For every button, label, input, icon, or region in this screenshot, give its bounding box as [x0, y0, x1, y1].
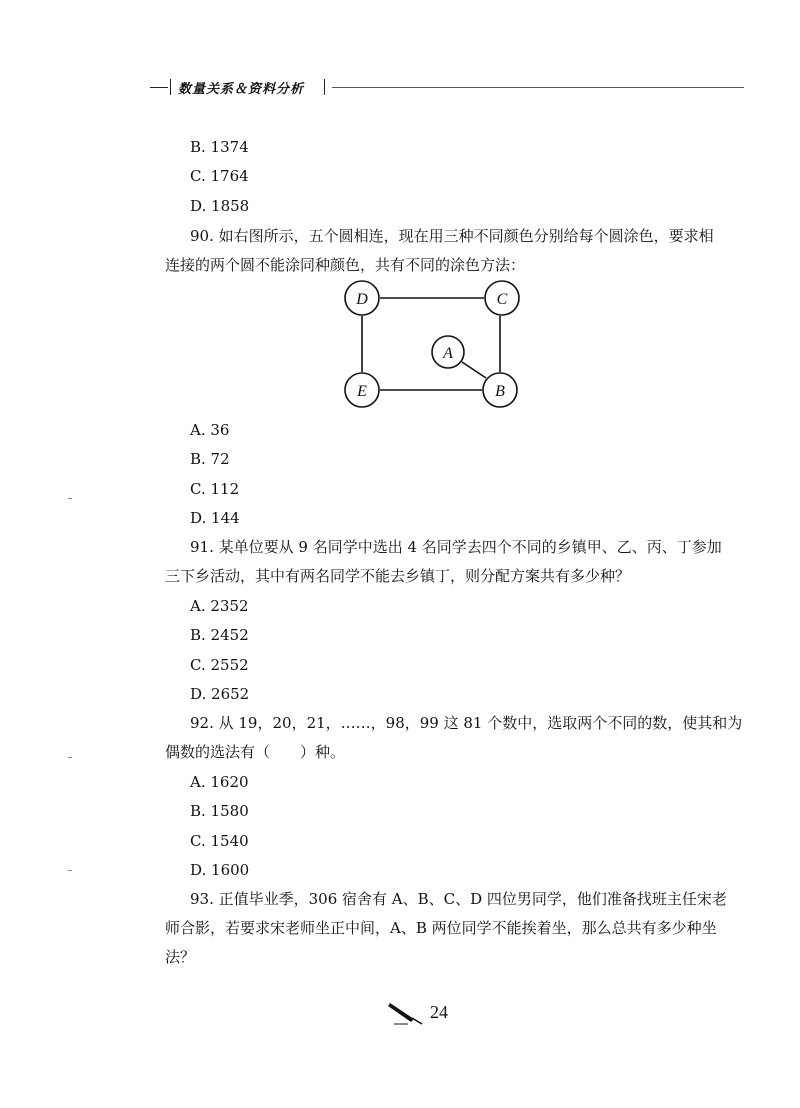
q90-text-line-2: 连接的两个圆不能涂同种颜色，共有不同的涂色方法：	[165, 256, 526, 274]
header-dash	[150, 87, 168, 88]
page-footer	[380, 1000, 460, 1030]
node-a-label: A	[443, 345, 453, 362]
edge-a-b	[462, 362, 486, 378]
running-header	[150, 75, 750, 99]
header-divider-left	[170, 79, 171, 95]
node-b-label: B	[495, 383, 505, 400]
node-e-label: E	[357, 383, 367, 400]
q90-text-line-1: 90. 如右图所示，五个圆相连，现在用三种不同颜色分别给每个圆涂色，要求相	[190, 227, 714, 245]
q92-text-line-1: 92. 从 19，20，21，……，98，99 这 81 个数中，选取两个不同的数，使其和为	[190, 714, 743, 732]
q89-option-d: D. 1858	[190, 197, 250, 215]
q90-option-c: C. 112	[190, 480, 240, 498]
margin-mark	[68, 870, 72, 871]
q91-option-a: A. 2352	[190, 597, 249, 615]
header-title: 数量关系＆资料分析	[178, 82, 305, 97]
page-number: 24	[430, 1002, 448, 1022]
q93-text-line-3: 法？	[165, 948, 196, 966]
circle-graph-diagram	[330, 270, 530, 415]
q92-option-c: C. 1540	[190, 832, 249, 850]
q92-option-a: A. 1620	[190, 773, 249, 791]
q90-option-a: A. 36	[190, 421, 230, 439]
q91-option-b: B. 2452	[190, 626, 249, 644]
header-rule	[332, 87, 744, 88]
margin-mark	[68, 498, 72, 499]
quill-pen-icon	[386, 1000, 426, 1026]
header-divider-right	[324, 79, 325, 95]
q91-text-line-1: 91. 某单位要从 9 名同学中选出 4 名同学去四个不同的乡镇甲、乙、丙、丁参加	[190, 538, 722, 556]
node-d-label: D	[356, 291, 368, 308]
margin-mark	[68, 757, 72, 758]
q91-text-line-2: 三下乡活动，其中有两名同学不能去乡镇丁，则分配方案共有多少种？	[165, 567, 631, 585]
q91-option-c: C. 2552	[190, 656, 249, 674]
q90-option-d: D. 144	[190, 509, 240, 527]
q92-option-d: D. 1600	[190, 861, 250, 879]
q93-text-line-2: 师合影，若要求宋老师坐正中间，A、B 两位同学不能挨着坐，那么总共有多少种坐	[165, 919, 717, 937]
q92-option-b: B. 1580	[190, 802, 249, 820]
q92-text-line-2: 偶数的选法有（ ）种。	[165, 743, 346, 761]
q93-text-line-1: 93. 正值毕业季，306 宿舍有 A、B、C、D 四位男同学，他们准备找班主任宋老	[190, 890, 727, 908]
q90-option-b: B. 72	[190, 450, 230, 468]
node-c-label: C	[496, 291, 508, 308]
q89-option-b: B. 1374	[190, 138, 249, 156]
q91-option-d: D. 2652	[190, 685, 250, 703]
q89-option-c: C. 1764	[190, 167, 249, 185]
